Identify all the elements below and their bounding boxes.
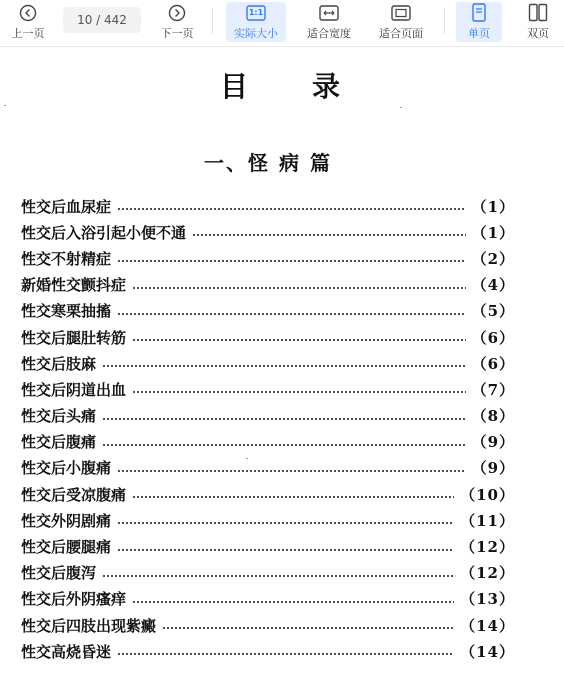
actual-size-button[interactable] bbox=[226, 2, 286, 42]
toc-leader-dots bbox=[132, 496, 454, 498]
toc-entry-page: （2） bbox=[471, 249, 515, 268]
toc-entry-page: （13） bbox=[460, 590, 515, 609]
toc-leader-dots bbox=[117, 208, 466, 210]
toc-leader-dots bbox=[102, 444, 466, 446]
fit-page-label: 适合页面 bbox=[379, 27, 423, 40]
toc-entry-page: （9） bbox=[471, 459, 515, 478]
toc-entry-title: 性交后肢麻 bbox=[21, 354, 97, 373]
toolbar-divider bbox=[444, 8, 445, 34]
toc-leader-dots bbox=[117, 260, 466, 262]
toc-entry[interactable] bbox=[21, 481, 515, 507]
toc-entry-title: 性交后腿肚转筋 bbox=[21, 328, 127, 347]
single-page-icon bbox=[469, 3, 489, 23]
double-page-icon bbox=[528, 3, 548, 23]
toc-entry-title: 性交外阴剧痛 bbox=[21, 511, 112, 530]
toc-entry[interactable] bbox=[21, 193, 515, 219]
actual-size-label: 实际大小 bbox=[234, 27, 278, 40]
toc-entry-page: （11） bbox=[460, 511, 515, 530]
toc-entry-title: 新婚性交颤抖症 bbox=[21, 276, 127, 295]
toc-entry[interactable] bbox=[21, 455, 515, 481]
reader-toolbar bbox=[0, 0, 564, 47]
toc-entry-title: 性交后阴道出血 bbox=[21, 380, 127, 399]
toc-entry-page: （8） bbox=[471, 407, 515, 426]
toc-entry-page: （6） bbox=[471, 354, 515, 373]
toc-entry-page: （9） bbox=[471, 433, 515, 452]
actual-size-icon-text: 1:1 bbox=[248, 8, 264, 17]
toc-entry[interactable] bbox=[21, 245, 515, 271]
toc-entry[interactable] bbox=[21, 376, 515, 402]
toc-entry-page: （10） bbox=[460, 485, 515, 504]
toc-entry-title: 性交寒栗抽搐 bbox=[21, 302, 112, 321]
toc-entry-title: 性交后头痛 bbox=[21, 407, 97, 426]
toc-entry[interactable] bbox=[21, 324, 515, 350]
double-page-label: 双页 bbox=[527, 27, 549, 40]
toc-entry[interactable] bbox=[21, 612, 515, 638]
toc-leader-dots bbox=[132, 287, 466, 289]
fit-width-label: 适合宽度 bbox=[307, 27, 351, 40]
chevron-right-circle-icon bbox=[167, 3, 187, 23]
toc-leader-dots bbox=[192, 234, 466, 236]
toc-entry-title: 性交后入浴引起小便不通 bbox=[21, 223, 187, 242]
prev-page-label: 上一页 bbox=[11, 27, 45, 40]
chevron-left-circle-icon bbox=[18, 3, 38, 23]
toc-leader-dots bbox=[117, 313, 466, 315]
fit-page-icon bbox=[391, 3, 411, 23]
toc-entry-page: （1） bbox=[471, 223, 515, 242]
toc-entry-title: 性交后腹泻 bbox=[21, 564, 97, 583]
toc-entry-title: 性交后受凉腹痛 bbox=[21, 485, 127, 504]
toc-entry-page: （4） bbox=[471, 276, 515, 295]
toc-entry[interactable] bbox=[21, 272, 515, 298]
fit-page-button[interactable] bbox=[372, 2, 430, 42]
page-number-input[interactable]: 10 / 442 bbox=[63, 7, 141, 33]
toc-entry[interactable] bbox=[21, 219, 515, 245]
toc-entry[interactable] bbox=[21, 586, 515, 612]
toc-entry[interactable] bbox=[21, 560, 515, 586]
toc-entry-title: 性交后腹痛 bbox=[21, 433, 97, 452]
toc-entry-title: 性交后外阴瘙痒 bbox=[21, 590, 127, 609]
next-page-button[interactable] bbox=[155, 2, 199, 42]
page-title bbox=[0, 65, 564, 105]
toc-entry-page: （14） bbox=[460, 616, 515, 635]
toc-entry[interactable] bbox=[21, 429, 515, 455]
toc-entry-title: 性交不射精症 bbox=[21, 249, 112, 268]
toc-leader-dots bbox=[132, 339, 466, 341]
single-page-button[interactable] bbox=[456, 2, 502, 42]
title-char: 目 bbox=[219, 70, 252, 103]
toc-entry-page: （12） bbox=[460, 564, 515, 583]
next-page-label: 下一页 bbox=[160, 27, 194, 40]
document-page bbox=[0, 47, 564, 684]
toc-entry[interactable] bbox=[21, 403, 515, 429]
toc-entry[interactable] bbox=[21, 533, 515, 559]
toc-leader-dots bbox=[102, 365, 466, 367]
toc-entry-page: （14） bbox=[460, 642, 515, 661]
toc-entry-page: （12） bbox=[460, 538, 515, 557]
toc-entry-title: 性交后四肢出现紫癜 bbox=[21, 616, 157, 635]
toc-entry-page: （5） bbox=[471, 302, 515, 321]
single-page-label: 单页 bbox=[468, 27, 490, 40]
toc-leader-dots bbox=[102, 418, 466, 420]
toc-leader-dots bbox=[117, 470, 466, 472]
toc-leader-dots bbox=[132, 391, 466, 393]
fit-width-icon bbox=[319, 3, 339, 23]
prev-page-button[interactable] bbox=[6, 2, 50, 42]
toc-entry[interactable] bbox=[21, 350, 515, 376]
toc-entry-title: 性交后血尿症 bbox=[21, 197, 112, 216]
toc-leader-dots bbox=[117, 522, 454, 524]
title-char: 录 bbox=[312, 70, 345, 103]
toc-entry[interactable] bbox=[21, 507, 515, 533]
toolbar-divider bbox=[212, 8, 213, 34]
toc-leader-dots bbox=[102, 575, 454, 577]
toc-entry[interactable] bbox=[21, 638, 515, 664]
fit-width-button[interactable] bbox=[300, 2, 358, 42]
table-of-contents bbox=[21, 193, 515, 664]
toc-entry-page: （7） bbox=[471, 380, 515, 399]
section-title: 一、怪 病 篇 bbox=[204, 151, 332, 175]
toc-entry-page: （1） bbox=[471, 197, 515, 216]
toc-leader-dots bbox=[132, 601, 454, 603]
toc-entry-page: （6） bbox=[471, 328, 515, 347]
toc-entry[interactable] bbox=[21, 298, 515, 324]
toc-leader-dots bbox=[162, 627, 454, 629]
double-page-button[interactable] bbox=[515, 2, 561, 42]
toc-entry-title: 性交后腰腿痛 bbox=[21, 538, 112, 557]
toc-leader-dots bbox=[117, 653, 454, 655]
scan-speck bbox=[4, 105, 6, 106]
toc-leader-dots bbox=[117, 549, 454, 551]
scan-speck bbox=[400, 107, 402, 108]
toc-entry-title: 性交后小腹痛 bbox=[21, 459, 112, 478]
toc-entry-title: 性交高烧昏迷 bbox=[21, 642, 112, 661]
